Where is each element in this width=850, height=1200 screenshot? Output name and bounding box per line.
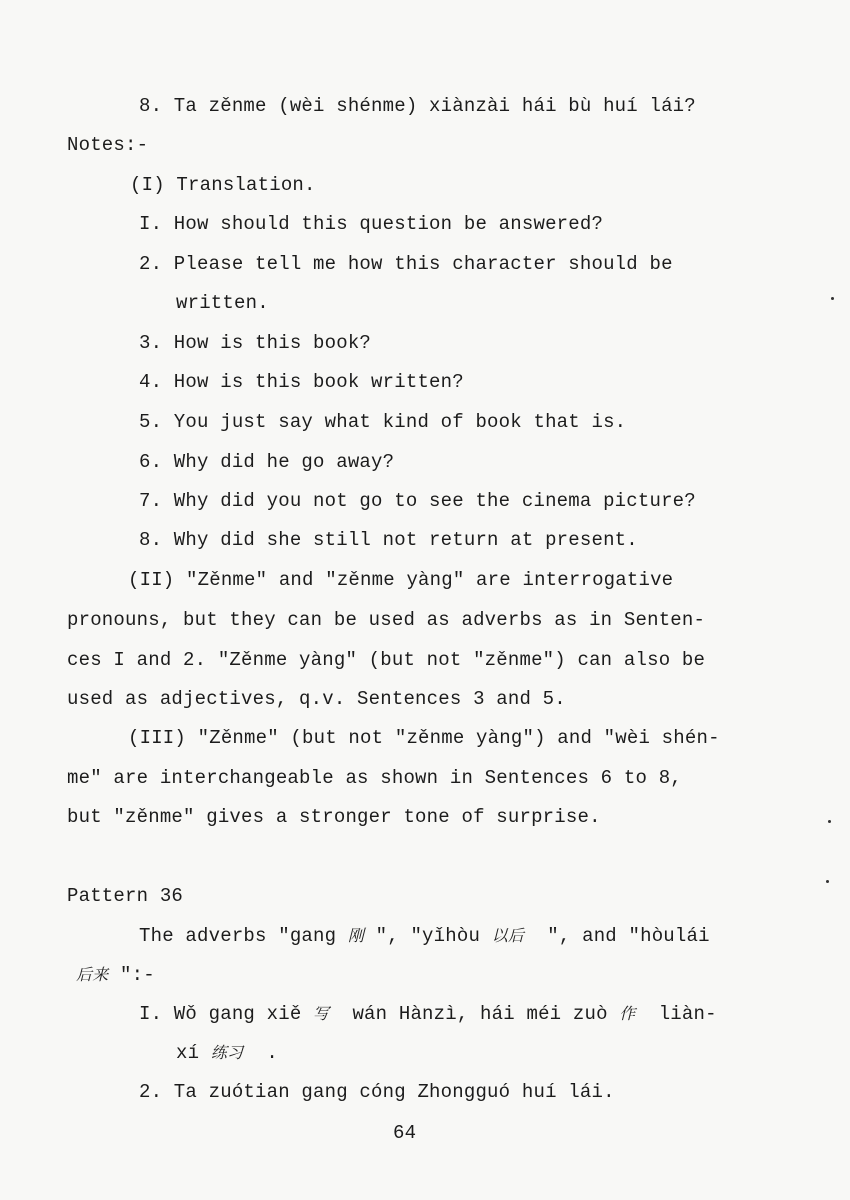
translation-3: 3. How is this book? [139,332,372,354]
example-1-line-1: I. Wǒ gang xiě 写 wán Hànzì, hái méi zuò 作 liàn- [139,1003,717,1025]
translation-1: I. How should this question be answered? [139,213,604,235]
translation-8: 8. Why did she still not return at present. [139,529,638,551]
note-iii-line-3: but "zěnme" gives a stronger tone of surprise. [67,806,601,828]
translation-2-cont: written. [176,292,269,314]
stray-mark [826,880,829,883]
handwritten-houlai: 后来 [76,965,109,984]
translation-6: 6. Why did he go away? [139,451,395,473]
pattern-intro-line-1: The adverbs "gang 刚 ", "yǐhòu 以后 ", and "hòulái [139,925,710,947]
handwritten-yihou: 以后 [491,926,525,945]
translation-4: 4. How is this book written? [139,371,464,393]
note-ii-line-2: pronouns, but they can be used as adverbs as in Senten- [67,609,706,631]
handwritten-zuo: 作 [619,1004,636,1023]
notes-heading: Notes:- [67,134,149,156]
note-ii-line-3: ces I and 2. "Zěnme yàng" (but not "zěnme") can also be [67,649,706,671]
note-iii-line-2: me" are interchangeable as shown in Sentences 6 to 8, [67,767,682,789]
note-iii-line-1: (III) "Zěnme" (but not "zěnme yàng") and "wèi shén- [128,727,720,749]
handwritten-xie: 写 [313,1004,330,1023]
example-2: 2. Ta zuótian gang cóng Zhongguó huí lái. [139,1081,615,1103]
note-ii-line-1: (II) "Zěnme" and "zěnme yàng" are interrogative [128,569,674,591]
question-8: 8. Ta zěnme (wèi shénme) xiànzài hái bù huí lái? [139,95,696,117]
handwritten-lianxi: 练习 [210,1043,244,1062]
page-number: 64 [393,1122,417,1144]
pattern-intro-line-2: 后来 ":- [76,964,155,986]
handwritten-gang: 刚 [347,926,365,945]
translation-7: 7. Why did you not go to see the cinema picture? [139,490,696,512]
example-1-line-2: xí 练习 . [176,1042,279,1064]
stray-mark [828,820,831,823]
translation-2: 2. Please tell me how this character should be [139,253,673,275]
translation-5: 5. You just say what kind of book that is. [139,411,627,433]
stray-mark [831,297,834,300]
note-i-heading: (I) Translation. [130,174,316,196]
pattern-heading: Pattern 36 [67,885,184,907]
note-ii-line-4: used as adjectives, q.v. Sentences 3 and 5. [67,688,566,710]
